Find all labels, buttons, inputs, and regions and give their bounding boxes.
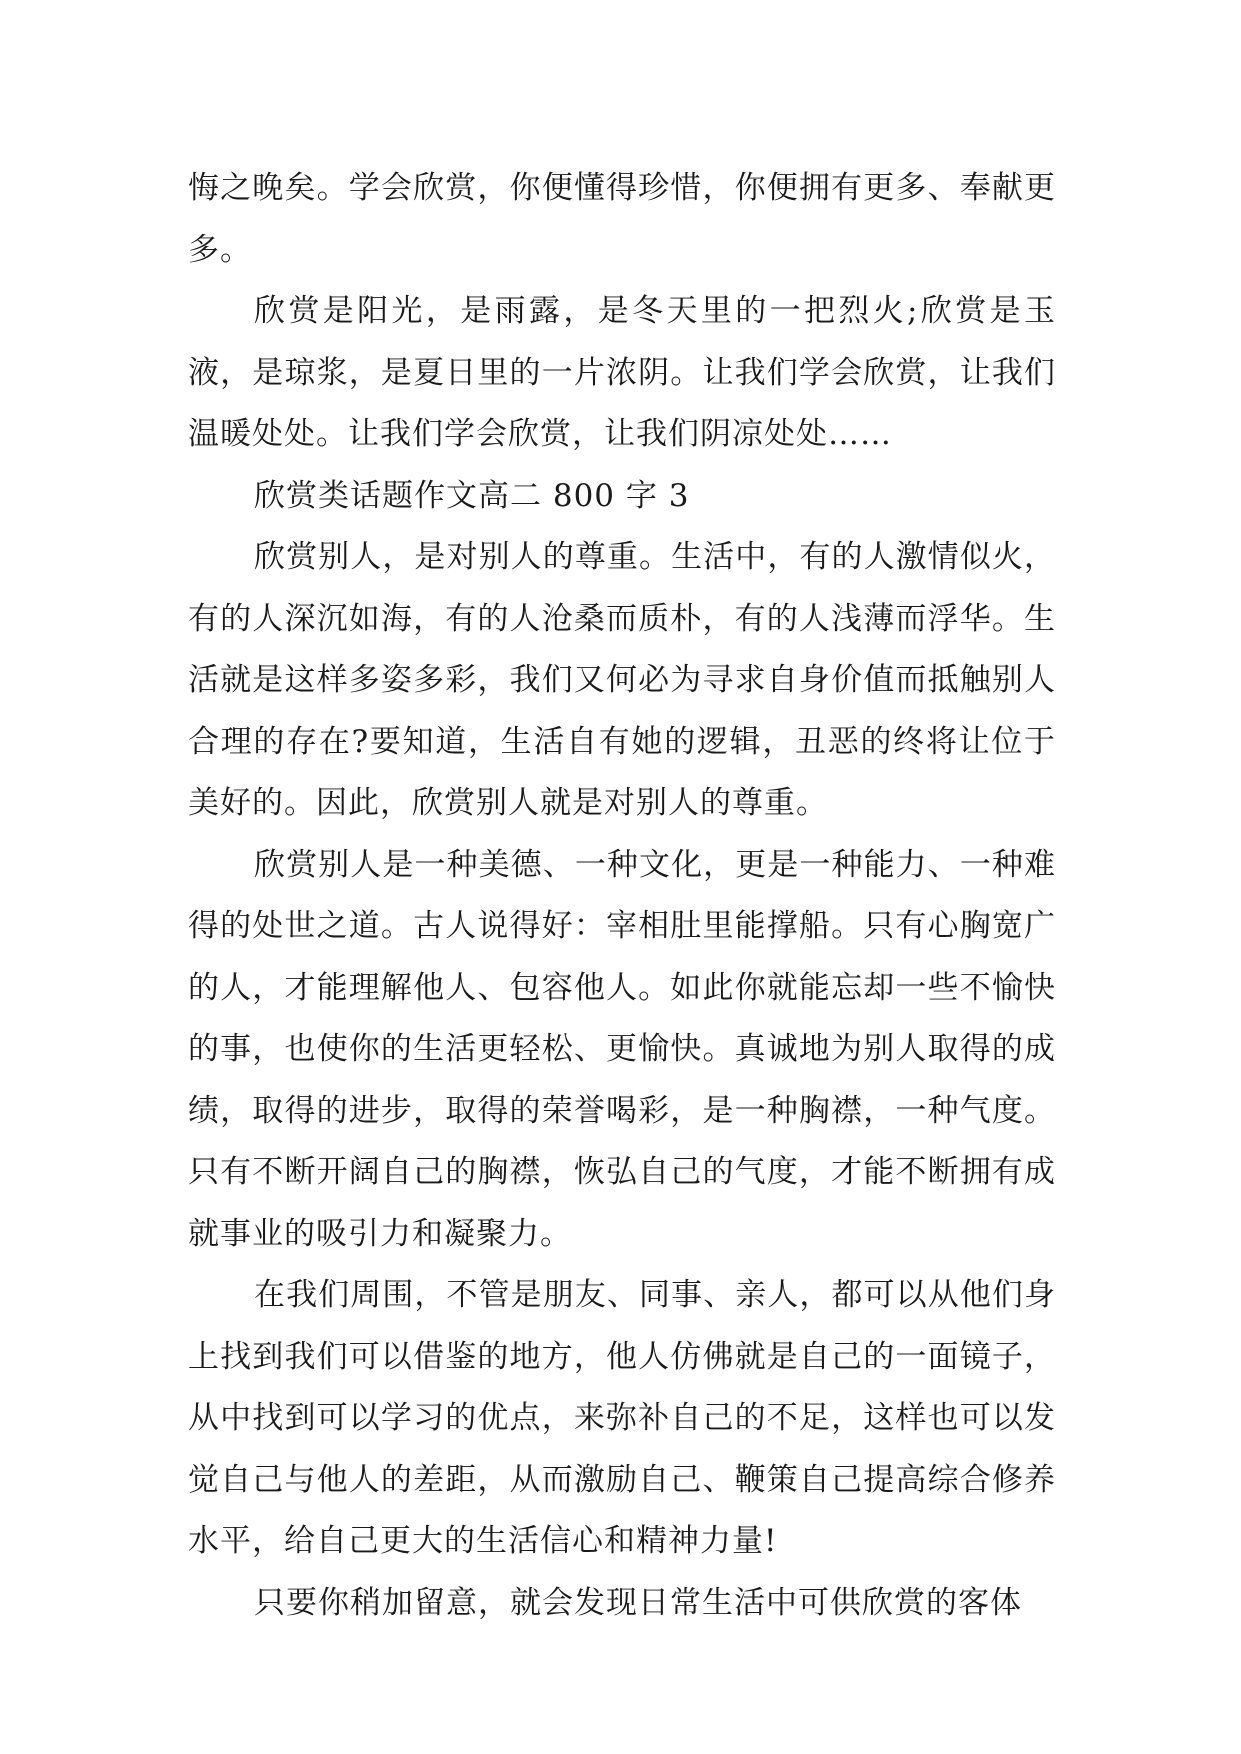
document-body bbox=[188, 158, 1056, 1634]
paragraph-1: 悔之晚矣。学会欣赏，你便懂得珍惜，你便拥有更多、奉献更多。 bbox=[188, 170, 1056, 268]
paragraph-4: 欣赏别人是一种美德、一种文化，更是一种能力、一种难得的处世之道。古人说得好：宰相肚里能撑船。只有心胸宽广的人，才能理解他人、包容他人。如此你就能忘却一些不愉快的事，也使你的生活更轻松、更愉快。真诚地为别人取得的成绩，取得的进步，取得的荣誉喝彩，是一种胸襟，一种气度。只有不断开阔自己的胸襟，恢弘自己的气度，才能不断拥有成就事业的吸引力和凝聚力。 bbox=[188, 846, 1056, 1252]
section-heading: 欣赏类话题作文高二 800 字 3 bbox=[254, 477, 690, 514]
paragraph-2: 欣赏是阳光，是雨露，是冬天里的一把烈火;欣赏是玉液，是琼浆，是夏日里的一片浓阴。让我们学会欣赏，让我们温暖处处。让我们学会欣赏，让我们阴凉处处…… bbox=[188, 293, 1056, 452]
paragraph-3: 欣赏别人，是对别人的尊重。生活中，有的人激情似火，有的人深沉如海，有的人沧桑而质朴，有的人浅薄而浮华。生活就是这样多姿多彩，我们又何必为寻求自身价值而抵触别人合理的存在?要知道，生活自有她的逻辑，丑恶的终将让位于美好的。因此，欣赏别人就是对别人的尊重。 bbox=[188, 539, 1056, 821]
paragraph-5: 在我们周围，不管是朋友、同事、亲人，都可以从他们身上找到我们可以借鉴的地方，他人仿佛就是自己的一面镜子，从中找到可以学习的优点，来弥补自己的不足，这样也可以发觉自己与他人的差距，从而激励自己、鞭策自己提高综合修养水平，给自己更大的生活信心和精神力量! bbox=[188, 1277, 1056, 1559]
paragraph-6: 只要你稍加留意，就会发现日常生活中可供欣赏的客体 bbox=[254, 1584, 1022, 1621]
